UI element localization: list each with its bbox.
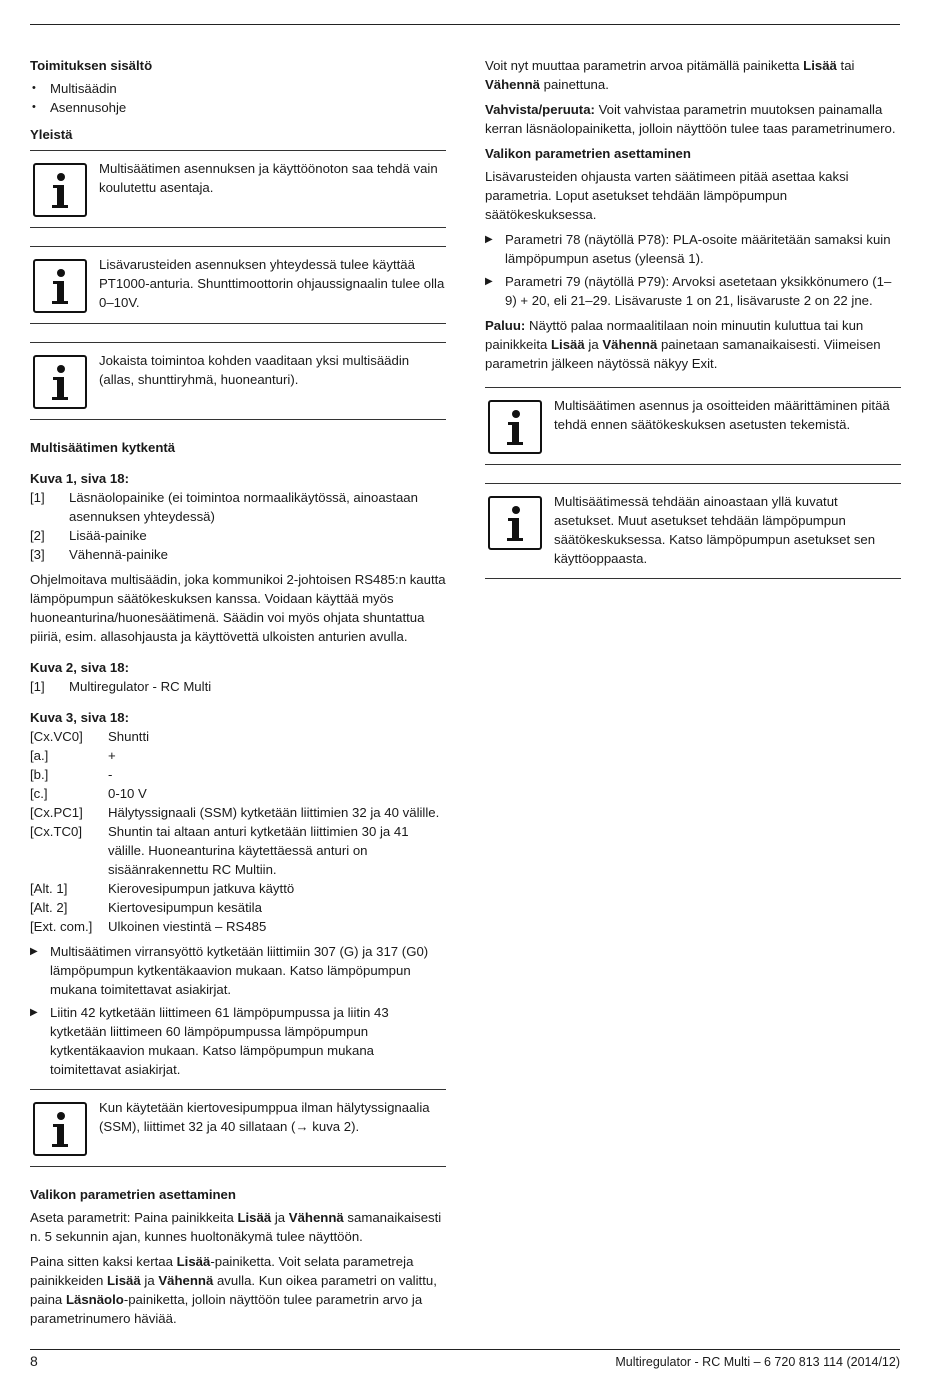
header-rule [30,24,900,25]
info-icon [488,400,542,454]
list-item: • Asennusohje [30,98,446,117]
fig1-title: Kuva 1, siva 18: [30,471,129,486]
legend-row: [1] Multiregulator - RC Multi [30,679,212,694]
legend-row: [Cx.VC0] Shuntti [30,729,150,744]
info-icon [33,355,87,409]
heading-general: Yleistä [30,127,73,142]
legend-row: [2] Lisää-painike [30,528,147,543]
heading-connection: Multisäätimen kytkentä [30,440,176,455]
note-text: Multisäätimen asennus ja osoitteiden määrittäminen pitää tehdä ennen säätökeskuksen asetusten tekemistä. [554,398,890,432]
parameter-step: ▶ Parametri 79 (näytöllä P79): Arvoksi asetetaan yksikkönumero (1–9) + 20, eli 21–29. Lisävaruste 1 on 21, lisävaruste 2 on 22 jne. [485,272,901,310]
parameter-list [485,230,901,310]
contents-list [30,79,446,117]
legend-row: [a.] + [30,748,116,763]
right-paragraph-4: Paluu: Näyttö palaa normaalitilaan noin minuutin kuluttua tai kun painikkeita Lisää ja Vähennä painetaan samanaikaisesti. Viimeisen parametrin jälkeen näytössä näkyy Exit. [485,318,881,371]
legend-row: [Alt. 2] Kiertovesipumpun kesätila [30,900,262,915]
heading-menu-settings: Valikon parametrien asettaminen [30,1187,236,1202]
fig3-title: Kuva 3, siva 18: [30,710,129,725]
fig2-legend [30,677,211,696]
page-number: 8 [30,1353,38,1369]
document-reference: Multiregulator - RC Multi – 6 720 813 114 (2014/12) [615,1355,900,1369]
info-note [30,342,446,420]
heading-contents: Toimituksen sisältö [30,58,153,73]
footer-rule [30,1349,900,1350]
menu-paragraph-2: Paina sitten kaksi kertaa Lisää-painiketta. Voit selata parametreja painikkeiden Lisää ja Vähennä avulla. Kun oikea parametri on valittu, paina Läsnäolo-painiketta, jolloin näyttöön tulee parametrin arvo ja parametrinumero häviää. [30,1254,437,1326]
heading-menu-settings-2: Valikon parametrien asettaminen [485,146,691,161]
parameter-step: ▶ Parametri 78 (näytöllä P78): PLA-osoite määritetään samaksi kuin lämpöpumpun asetus (yleensä 1). [485,230,901,268]
right-column [485,56,901,597]
info-note [30,150,446,228]
instruction-list [30,942,446,1079]
instruction-step: ▶ Multisäätimen virransyöttö kytketään liittimiin 307 (G) ja 317 (G0) lämpöpumpun kytkentäkaavion mukaan. Katso lämpöpumpun mukana toimitettavat asiakirjat. [30,942,446,999]
left-column [30,56,446,1334]
info-note [30,1089,446,1167]
legend-row: [Ext. com.] Ulkoinen viestintä – RS485 [30,919,267,934]
info-icon [33,163,87,217]
list-item: • Multisäädin [30,79,446,98]
info-note [485,387,901,465]
legend-row: [Cx.TC0] Shuntin tai altaan anturi kytketään liittimien 30 ja 41 välille. Huoneanturina käytettäessä anturi on sisäänrakennettu RC Multiin. [30,824,409,877]
legend-row: [Cx.PC1] Hälytyssignaali (SSM) kytketään liittimien 32 ja 40 välille. [30,805,440,820]
info-icon [33,259,87,313]
info-note [485,483,901,579]
legend-row: [1] Läsnäolopainike (ei toimintoa normaalikäytössä, ainoastaan asennuksen yhteydessä) [30,490,418,524]
fig3-legend [30,727,446,936]
fig2-title: Kuva 2, siva 18: [30,660,129,675]
note-text: Kun käytetään kiertovesipumppua ilman hälytyssignaalia (SSM), liittimet 32 ja 40 sillataan (→ kuva 2). [99,1100,430,1134]
note-text: Multisäätimen asennuksen ja käyttöönoton saa tehdä vain koulutettu asentaja. [99,161,438,195]
legend-row: [3] Vähennä-painike [30,547,168,562]
note-text: Jokaista toimintoa kohden vaaditaan yksi multisäädin (allas, shunttiryhmä, huoneanturi). [99,353,410,387]
right-paragraph-1: Voit nyt muuttaa parametrin arvoa pitämällä painiketta Lisää tai Vähennä painettuna. [485,58,855,92]
right-paragraph-3: Lisävarusteiden ohjausta varten säätimeen pitää asettaa kaksi parametria. Loput asetukset tehdään lämpöpumpun säätökeskuksessa. [485,169,849,222]
legend-row: [Alt. 1] Kierovesipumpun jatkuva käyttö [30,881,295,896]
note-text: Multisäätimessä tehdään ainoastaan yllä kuvatut asetukset. Muut asetukset tehdään lämpöpumpun säätökeskuksessa. Katso lämpöpumpun asetukset sen käyttöoppaasta. [554,494,876,566]
note-text: Lisävarusteiden asennuksen yhteydessä tulee käyttää PT1000-anturia. Shunttimoottorin ohjaussignaalin tulee olla 0–10V. [99,257,445,310]
legend-row: [c.] 0-10 V [30,786,147,801]
fig1-legend [30,488,446,564]
menu-paragraph-1: Aseta parametrit: Paina painikkeita Lisää ja Vähennä samanaikaisesti n. 5 sekunnin ajan, kunnes huoltonäkymä tulee näyttöön. [30,1210,442,1244]
legend-row: [b.] - [30,767,113,782]
description-paragraph: Ohjelmoitava multisäädin, joka kommunikoi 2-johtoisen RS485:n kautta lämpöpumpun säätökeskuksen kanssa. Voidaan käyttää myös huoneanturina/huonesäätimenä. Säädin voi myös ohjata shuntattua piiriä, esim. allasohjausta ja käyttövettä ulkoisten anturien avulla. [30,572,446,644]
right-paragraph-2: Vahvista/peruuta: Voit vahvistaa parametrin muutoksen painamalla kerran läsnäolopainiketta, jolloin näyttöön tulee taas parametrinumero. [485,102,896,136]
info-note [30,246,446,324]
info-icon [33,1102,87,1156]
info-icon [488,496,542,550]
instruction-step: ▶ Liitin 42 kytketään liittimeen 61 lämpöpumpussa ja liitin 43 kytketään liittimeen 60 lämpöpumpussa lämpöpumpun kytkentäkaavion mukaan. Katso lämpöpumpun mukana toimitettavat asiakirjat. [30,1003,446,1079]
